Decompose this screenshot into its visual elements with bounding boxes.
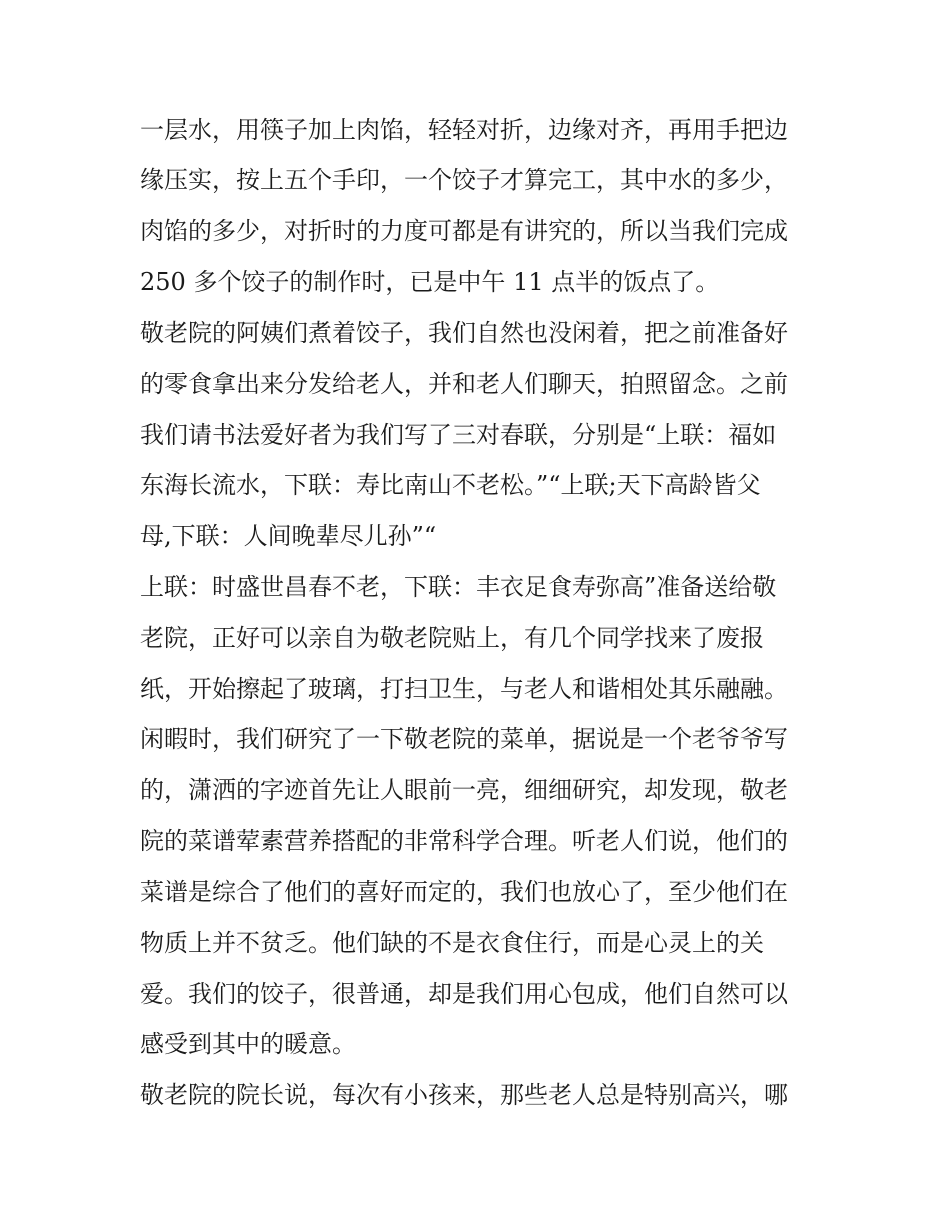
text-line: 纸，开始擦起了玻璃，打扫卫生，与老人和谐相处其乐融融。 (140, 675, 788, 703)
text-line: 敬老院的阿姨们煮着饺子，我们自然也没闲着，把之前准备好 (140, 319, 788, 347)
text-line: 缘压实，按上五个手印，一个饺子才算完工，其中水的多少， (140, 166, 788, 194)
text-line: 250 多个饺子的制作时，已是中午 11 点半的饭点了。 (140, 268, 720, 296)
text-line: 院的菜谱荤素营养搭配的非常科学合理。听老人们说，他们的 (140, 827, 788, 855)
text-line: 母,下联：人间晚辈尽儿孙”“ (140, 522, 437, 550)
text-line: 物质上并不贫乏。他们缺的不是衣食住行，而是心灵上的关 (140, 929, 764, 957)
text-line: 我们请书法爱好者为我们写了三对春联，分别是“上联：福如 (140, 421, 777, 449)
text-line: 爱。我们的饺子，很普通，却是我们用心包成，他们自然可以 (140, 980, 788, 1008)
text-line: 一层水，用筷子加上肉馅，轻轻对折，边缘对齐，再用手把边 (140, 116, 788, 144)
text-line: 闲暇时，我们研究了一下敬老院的菜单，据说是一个老爷爷写 (140, 725, 788, 753)
text-line: 感受到其中的暖意。 (140, 1030, 356, 1058)
text-line: 的，潇洒的字迹首先让人眼前一亮，细细研究，却发现，敬老 (140, 776, 788, 804)
text-line: 敬老院的院长说，每次有小孩来，那些老人总是特别高兴，哪 (140, 1081, 788, 1109)
text-line: 肉馅的多少，对折时的力度可都是有讲究的，所以当我们完成 (140, 217, 788, 245)
text-line: 上联：时盛世昌春不老，下联：丰衣足食寿弥高”准备送给敬 (140, 573, 777, 601)
text-line: 东海长流水，下联：寿比南山不老松。”“上联;天下高龄皆父 (140, 471, 761, 499)
text-line: 菜谱是综合了他们的喜好而定的，我们也放心了，至少他们在 (140, 878, 788, 906)
text-line: 的零食拿出来分发给老人，并和老人们聊天，拍照留念。之前 (140, 370, 788, 398)
text-line: 老院，正好可以亲自为敬老院贴上，有几个同学找来了废报 (140, 624, 764, 652)
